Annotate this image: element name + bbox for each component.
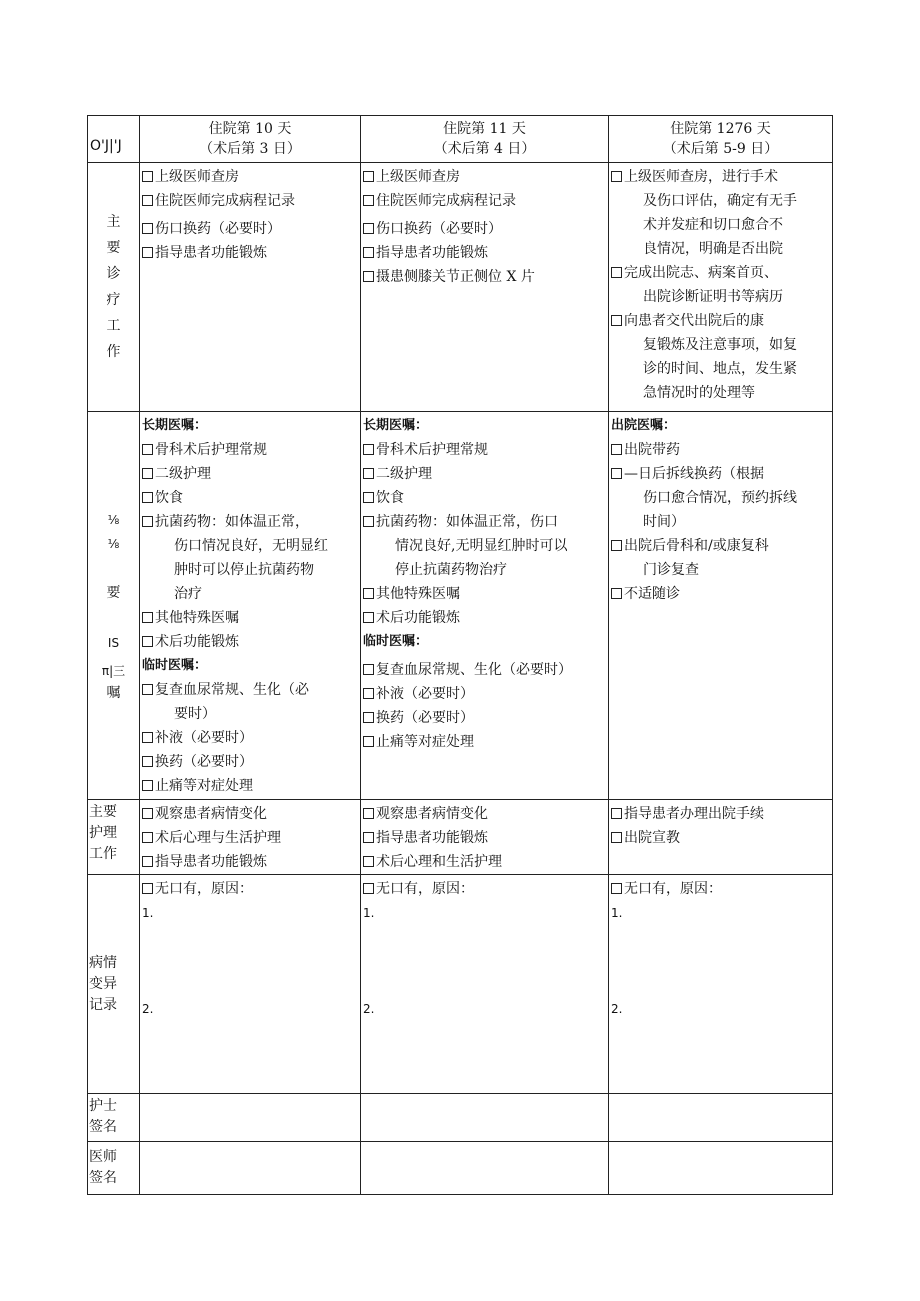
reason-line-2[interactable]: 2. bbox=[363, 1002, 375, 1016]
nursing-day3 bbox=[609, 800, 833, 875]
checklist-item: 术后功能锻炼 bbox=[142, 630, 360, 654]
checkbox[interactable] bbox=[142, 684, 153, 695]
checklist-item: 指导患者功能锻炼 bbox=[142, 241, 360, 265]
checkbox[interactable] bbox=[611, 468, 622, 479]
checklist-item: 复查血尿常规、生化（必 bbox=[142, 678, 360, 702]
checklist-item: 止痛等对症处理 bbox=[363, 730, 608, 754]
item-continuation: 复锻炼及注意事项，如复 bbox=[643, 337, 797, 353]
checkbox[interactable] bbox=[363, 736, 374, 747]
checklist-item: —日后拆线换药（根据 bbox=[611, 462, 832, 486]
checklist-item: 出院宣教 bbox=[611, 826, 832, 850]
checkbox[interactable] bbox=[611, 883, 622, 894]
label-text: 签名 bbox=[89, 1170, 117, 1186]
checkbox[interactable] bbox=[142, 732, 153, 743]
label-text: 主要 bbox=[89, 804, 117, 820]
checkbox[interactable] bbox=[142, 223, 153, 234]
checkbox[interactable] bbox=[142, 808, 153, 819]
temporary-orders-title: 临时医嘱： bbox=[363, 634, 429, 649]
checklist-item: 摄患侧膝关节正侧位 X 片 bbox=[363, 265, 608, 289]
nurse-sign-day2[interactable] bbox=[361, 1094, 609, 1142]
label-char: 作 bbox=[106, 344, 121, 360]
orders-day3 bbox=[609, 412, 833, 800]
checklist-item: 术后心理和生活护理 bbox=[363, 850, 608, 874]
item-continuation: 及伤口评估，确定有无手 bbox=[643, 193, 797, 209]
long-term-orders-title: 长期医嘱： bbox=[142, 418, 208, 433]
checklist-item: 上级医师查房 bbox=[142, 165, 360, 189]
day-header-1-title: 住院第 10 天 bbox=[208, 121, 292, 137]
main-work-row bbox=[88, 163, 833, 412]
checklist-item: 骨科术后护理常规 bbox=[363, 438, 608, 462]
checkbox[interactable] bbox=[363, 664, 374, 675]
item-continuation: 肿时可以停止抗菌药物 bbox=[174, 562, 314, 578]
checkbox[interactable] bbox=[363, 271, 374, 282]
variation-status: 无口有，原因： bbox=[611, 877, 832, 901]
checkbox[interactable] bbox=[142, 247, 153, 258]
variation-day3 bbox=[609, 875, 833, 1094]
reason-line-2[interactable]: 2. bbox=[142, 1002, 154, 1016]
checklist-item: 抗菌药物：如体温正常， bbox=[142, 510, 360, 534]
label-text: 护士 bbox=[89, 1098, 117, 1114]
checklist-item: 上级医师查房，进行手术 bbox=[611, 165, 832, 189]
checklist-item: 饮食 bbox=[142, 486, 360, 510]
checkbox[interactable] bbox=[363, 247, 374, 258]
item-continuation: 门诊复查 bbox=[643, 562, 699, 578]
day-header-2 bbox=[361, 116, 609, 163]
checkbox[interactable] bbox=[142, 516, 153, 527]
checkbox[interactable] bbox=[363, 832, 374, 843]
checkbox[interactable] bbox=[611, 588, 622, 599]
variation-day2 bbox=[361, 875, 609, 1094]
checklist-item: 指导患者功能锻炼 bbox=[363, 826, 608, 850]
checkbox[interactable] bbox=[142, 468, 153, 479]
doctor-sign-label bbox=[88, 1142, 140, 1195]
day-header-3-title: 住院第 1276 天 bbox=[670, 121, 771, 137]
checklist-item: 术后功能锻炼 bbox=[363, 606, 608, 630]
checklist-item: 观察患者病情变化 bbox=[363, 802, 608, 826]
day-header-2-subtitle: （术后第 4 日） bbox=[433, 141, 536, 157]
checklist-item: 其他特殊医嘱 bbox=[142, 606, 360, 630]
label-char: 诊 bbox=[106, 266, 121, 282]
checklist-item: 换药（必要时） bbox=[363, 706, 608, 730]
checklist-item: 伤口换药（必要时） bbox=[363, 217, 608, 241]
checkbox[interactable] bbox=[142, 856, 153, 867]
nurse-sign-day1[interactable] bbox=[140, 1094, 361, 1142]
reason-line-1[interactable]: 1. bbox=[611, 906, 623, 920]
label-char: 嘱 bbox=[106, 684, 121, 701]
checklist-item: 指导患者办理出院手续 bbox=[611, 802, 832, 826]
checklist-item: 指导患者功能锻炼 bbox=[142, 850, 360, 874]
checkbox[interactable] bbox=[363, 712, 374, 723]
label-char: π|三 bbox=[101, 663, 126, 678]
item-continuation: 出院诊断证明书等病历 bbox=[643, 289, 783, 305]
item-continuation: 治疗 bbox=[174, 586, 202, 602]
checkbox[interactable] bbox=[363, 468, 374, 479]
nurse-sign-label bbox=[88, 1094, 140, 1142]
day-header-1 bbox=[140, 116, 361, 163]
checklist-item: 抗菌药物：如体温正常，伤口 bbox=[363, 510, 608, 534]
doctor-sign-row bbox=[88, 1142, 833, 1195]
checkbox[interactable] bbox=[363, 612, 374, 623]
checklist-item: 骨科术后护理常规 bbox=[142, 438, 360, 462]
variation-label bbox=[88, 875, 140, 1094]
item-continuation: 伤口情况良好，无明显红 bbox=[174, 538, 328, 554]
item-continuation: 要时） bbox=[174, 706, 216, 722]
checkbox[interactable] bbox=[142, 832, 153, 843]
nurse-sign-row bbox=[88, 1094, 833, 1142]
label-char: ⅛ bbox=[107, 536, 120, 551]
item-continuation: 情况良好,无明显红肿时可以 bbox=[395, 538, 568, 554]
orders-label bbox=[88, 412, 140, 800]
discharge-orders-title: 出院医嘱： bbox=[611, 418, 677, 433]
label-char: 要 bbox=[106, 584, 121, 601]
checkbox[interactable] bbox=[363, 195, 374, 206]
variation-status: 无口有，原因： bbox=[142, 877, 360, 901]
item-continuation: 诊的时间、地点，发生紧 bbox=[643, 361, 797, 377]
label-text: 护理 bbox=[89, 825, 117, 841]
checklist-item: 住院医师完成病程记录 bbox=[142, 189, 360, 213]
checklist-item: 出院后骨科和/或康复科 bbox=[611, 534, 832, 558]
reason-line-1[interactable]: 1. bbox=[363, 906, 375, 920]
reason-line-1[interactable]: 1. bbox=[142, 906, 154, 920]
label-char: 疗 bbox=[106, 292, 121, 308]
main-work-day1 bbox=[140, 163, 361, 412]
long-term-orders-title: 长期医嘱： bbox=[363, 418, 429, 433]
main-work-day2 bbox=[361, 163, 609, 412]
checklist-item: 二级护理 bbox=[363, 462, 608, 486]
label-text: 病情 bbox=[89, 954, 117, 971]
checkbox[interactable] bbox=[363, 808, 374, 819]
checklist-item: 向患者交代出院后的康 bbox=[611, 309, 832, 333]
label-text: 工作 bbox=[89, 846, 117, 862]
checkbox[interactable] bbox=[611, 832, 622, 843]
checkbox[interactable] bbox=[363, 444, 374, 455]
checklist-item: 补液（必要时） bbox=[363, 682, 608, 706]
checklist-item: 补液（必要时） bbox=[142, 726, 360, 750]
checklist-item: 二级护理 bbox=[142, 462, 360, 486]
variation-row bbox=[88, 875, 833, 1094]
checklist-item: 完成出院志、病案首页、 bbox=[611, 261, 832, 285]
nursing-day2 bbox=[361, 800, 609, 875]
time-label-text: O'J|'J bbox=[90, 138, 122, 154]
doctor-sign-day2[interactable] bbox=[361, 1142, 609, 1195]
item-continuation: 伤口愈合情况，预约拆线 bbox=[643, 490, 797, 506]
header-row bbox=[88, 116, 833, 163]
checkbox[interactable] bbox=[142, 492, 153, 503]
checklist-item: 其他特殊医嘱 bbox=[363, 582, 608, 606]
orders-day2 bbox=[361, 412, 609, 800]
checkbox[interactable] bbox=[611, 315, 622, 326]
checklist-item: 换药（必要时） bbox=[142, 750, 360, 774]
doctor-sign-day1[interactable] bbox=[140, 1142, 361, 1195]
label-char: ⅛ bbox=[107, 512, 120, 527]
day-header-1-subtitle: （术后第 3 日） bbox=[199, 141, 301, 157]
clinical-pathway-table bbox=[87, 115, 833, 1195]
main-work-day3 bbox=[609, 163, 833, 412]
checklist-item: 不适随诊 bbox=[611, 582, 832, 606]
item-continuation: 术并发症和切口愈合不 bbox=[643, 217, 783, 233]
orders-day1 bbox=[140, 412, 361, 800]
orders-row bbox=[88, 412, 833, 800]
checklist-item: 指导患者功能锻炼 bbox=[363, 241, 608, 265]
checkbox[interactable] bbox=[142, 171, 153, 182]
checklist-item: 伤口换药（必要时） bbox=[142, 217, 360, 241]
label-text: 签名 bbox=[89, 1119, 117, 1135]
doctor-sign-day3[interactable] bbox=[609, 1142, 833, 1195]
nursing-day1 bbox=[140, 800, 361, 875]
label-char: IS bbox=[107, 635, 120, 650]
label-char: 要 bbox=[106, 240, 121, 256]
checkbox[interactable] bbox=[142, 195, 153, 206]
main-work-label bbox=[88, 163, 140, 412]
checkbox[interactable] bbox=[363, 223, 374, 234]
nurse-sign-day3[interactable] bbox=[609, 1094, 833, 1142]
checkbox[interactable] bbox=[142, 444, 153, 455]
checkbox[interactable] bbox=[611, 540, 622, 551]
checklist-item: 上级医师查房 bbox=[363, 165, 608, 189]
checkbox[interactable] bbox=[142, 636, 153, 647]
time-label bbox=[88, 116, 140, 163]
checkbox[interactable] bbox=[363, 856, 374, 867]
checklist-item: 观察患者病情变化 bbox=[142, 802, 360, 826]
checklist-item: 住院医师完成病程记录 bbox=[363, 189, 608, 213]
item-continuation: 急情况时的处理等 bbox=[643, 385, 755, 401]
nursing-row bbox=[88, 800, 833, 875]
checklist-item: 术后心理与生活护理 bbox=[142, 826, 360, 850]
checkbox[interactable] bbox=[363, 171, 374, 182]
checkbox[interactable] bbox=[142, 612, 153, 623]
checklist-item: 止痛等对症处理 bbox=[142, 774, 360, 798]
checklist-item: 复查血尿常规、生化（必要时） bbox=[363, 658, 608, 682]
label-text: 记录 bbox=[89, 996, 117, 1013]
checkbox[interactable] bbox=[363, 588, 374, 599]
checkbox[interactable] bbox=[611, 808, 622, 819]
variation-day1 bbox=[140, 875, 361, 1094]
temporary-orders-title: 临时医嘱： bbox=[142, 658, 208, 673]
checkbox[interactable] bbox=[142, 756, 153, 767]
checklist-item: 饮食 bbox=[363, 486, 608, 510]
checkbox[interactable] bbox=[611, 444, 622, 455]
day-header-2-title: 住院第 11 天 bbox=[443, 121, 526, 137]
checkbox[interactable] bbox=[142, 883, 153, 894]
variation-status: 无口有，原因： bbox=[363, 877, 608, 901]
checkbox[interactable] bbox=[363, 688, 374, 699]
label-text: 医师 bbox=[89, 1149, 117, 1165]
day-header-3 bbox=[609, 116, 833, 163]
label-char: 工 bbox=[106, 318, 121, 334]
label-char: 主 bbox=[106, 214, 121, 230]
item-continuation: 时间） bbox=[643, 514, 685, 530]
checkbox[interactable] bbox=[363, 492, 374, 503]
day-header-3-subtitle: （术后第 5-9 日） bbox=[662, 141, 779, 157]
checklist-item: 出院带药 bbox=[611, 438, 832, 462]
item-continuation: 良情况，明确是否出院 bbox=[643, 241, 783, 257]
label-text: 变异 bbox=[89, 975, 117, 992]
item-continuation: 停止抗菌药物治疗 bbox=[395, 562, 507, 578]
nursing-label bbox=[88, 800, 140, 875]
checkbox[interactable] bbox=[363, 883, 374, 894]
checkbox[interactable] bbox=[611, 171, 622, 182]
checkbox[interactable] bbox=[611, 267, 622, 278]
checkbox[interactable] bbox=[142, 780, 153, 791]
reason-line-2[interactable]: 2. bbox=[611, 1002, 623, 1016]
checkbox[interactable] bbox=[363, 516, 374, 527]
